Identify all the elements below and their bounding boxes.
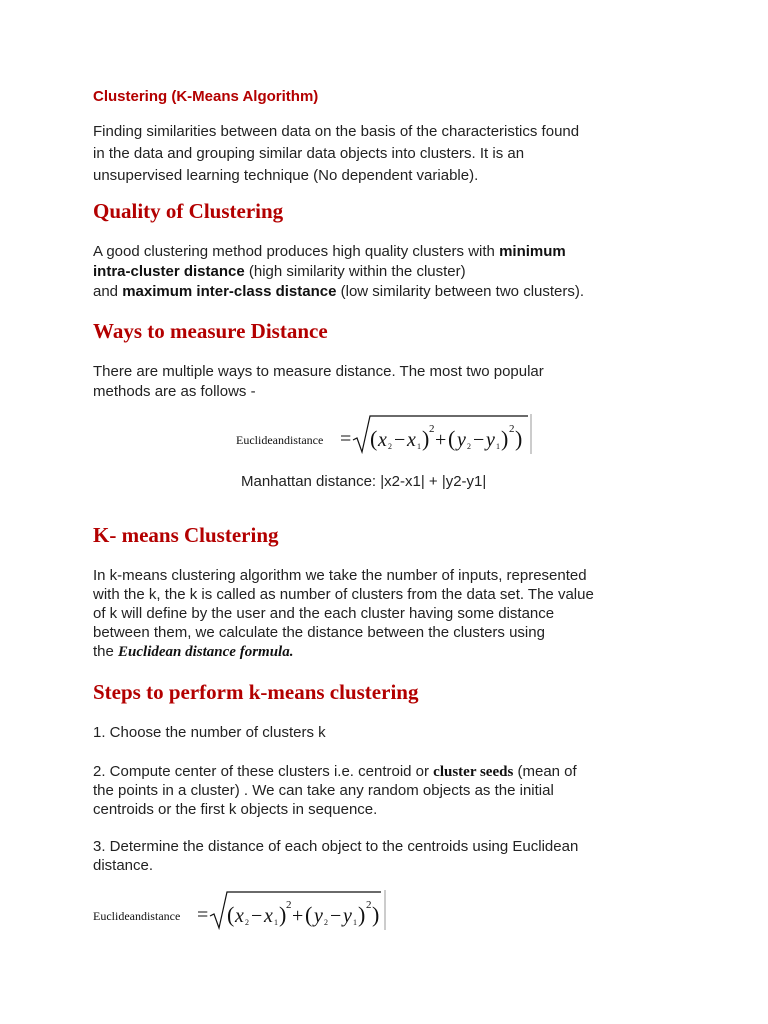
formula-paren: ( <box>448 426 456 451</box>
step-2-line-3: centroids or the first k objects in sequence. <box>93 801 378 818</box>
formula-var: x <box>378 429 387 451</box>
formula-plus: + <box>292 905 304 927</box>
quality-line-3 <box>93 282 693 302</box>
formula-paren: ( <box>227 902 235 927</box>
formula-minus: − <box>473 429 485 451</box>
quality-text: and <box>93 283 123 300</box>
step-text: (mean of <box>513 763 577 780</box>
formula-sub: 2 <box>388 442 392 451</box>
step-3-line-1: 3. Determine the distance of each object to the centroids using Euclidean <box>93 838 579 855</box>
formula-equals: = <box>197 904 209 926</box>
main-heading: Clustering (K-Means Algorithm) <box>93 88 319 105</box>
formula-plus: + <box>435 429 447 451</box>
step-2-line-2: the points in a cluster) . We can take any random objects as the initial <box>93 782 554 799</box>
step-text: 2. Compute center of these clusters i.e. centroid or <box>93 763 434 780</box>
formula-var: y <box>314 905 323 927</box>
formula-sup: 2 <box>509 423 515 435</box>
formula-var: y <box>343 905 352 927</box>
formula-equals: = <box>340 428 352 450</box>
formula-paren: ) <box>422 426 430 451</box>
formula-paren: ) <box>501 426 509 451</box>
kmeans-text: the <box>93 643 119 660</box>
step-1: 1. Choose the number of clusters k <box>93 724 326 741</box>
manhattan-formula: Manhattan distance: |x2-x1| + |y2-y1| <box>241 473 487 490</box>
formula-var: x <box>407 429 416 451</box>
step-3-line-2: distance. <box>93 857 154 874</box>
step-2-line-1 <box>93 762 693 782</box>
formula-label: Euclideandistance <box>236 433 324 447</box>
formula-sup: 2 <box>286 899 292 911</box>
kmeans-line-1: In k-means clustering algorithm we take the number of inputs, represented <box>93 567 587 584</box>
kmeans-emph: Euclidean distance formula. <box>118 644 294 660</box>
formula-var: y <box>457 429 466 451</box>
formula-sup: 2 <box>366 899 372 911</box>
formula-var: y <box>486 429 495 451</box>
formula-sub: 2 <box>324 918 328 927</box>
formula-paren: ) <box>515 426 523 451</box>
formula-minus: − <box>251 905 263 927</box>
euclidean-formula-1 <box>236 414 536 456</box>
quality-text: (high similarity within the cluster) <box>244 263 466 280</box>
measure-heading: Ways to measure Distance <box>93 319 328 343</box>
euclidean-formula-2 <box>93 890 393 932</box>
formula-var: x <box>264 905 273 927</box>
formula-paren: ) <box>372 902 380 927</box>
intro-line-3: unsupervised learning technique (No dependent variable). <box>93 167 479 184</box>
formula-minus: − <box>394 429 406 451</box>
formula-sub: 2 <box>245 918 249 927</box>
step-emph: cluster seeds <box>433 764 514 780</box>
measure-line-2: methods are as follows - <box>93 383 256 400</box>
quality-text: A good clustering method produces high quality clusters with <box>93 243 500 260</box>
steps-heading: Steps to perform k-means clustering <box>93 680 419 704</box>
formula-paren: ( <box>370 426 378 451</box>
formula-sub: 1 <box>274 918 278 927</box>
quality-heading: Quality of Clustering <box>93 199 284 223</box>
formula-sub: 2 <box>467 442 471 451</box>
kmeans-line-2: with the k, the k is called as number of clusters from the data set. The value <box>93 586 594 603</box>
formula-sub: 1 <box>353 918 357 927</box>
quality-line-2 <box>93 262 693 282</box>
formula-sub: 1 <box>417 442 421 451</box>
intro-line-2: in the data and grouping similar data objects into clusters. It is an <box>93 145 525 162</box>
quality-emph: maximum inter-class distance <box>122 283 337 300</box>
formula-minus: − <box>330 905 342 927</box>
kmeans-line-5 <box>93 642 693 662</box>
formula-sub: 1 <box>496 442 500 451</box>
formula-paren: ) <box>358 902 366 927</box>
formula-label: Euclideandistance <box>93 909 181 923</box>
kmeans-line-4: between them, we calculate the distance between the clusters using <box>93 624 545 641</box>
kmeans-heading: K- means Clustering <box>93 523 279 547</box>
intro-line-1: Finding similarities between data on the basis of the characteristics found <box>93 123 580 140</box>
formula-var: x <box>235 905 244 927</box>
formula-paren: ) <box>279 902 287 927</box>
measure-line-1: There are multiple ways to measure distance. The most two popular <box>93 363 544 380</box>
kmeans-line-3: of k will define by the user and the each cluster having some distance <box>93 605 555 622</box>
quality-emph: intra-cluster distance <box>93 263 245 280</box>
quality-text: (low similarity between two clusters). <box>336 283 585 300</box>
quality-emph: minimum <box>499 243 566 260</box>
formula-sup: 2 <box>429 423 435 435</box>
quality-line-1 <box>93 242 693 262</box>
formula-paren: ( <box>305 902 313 927</box>
